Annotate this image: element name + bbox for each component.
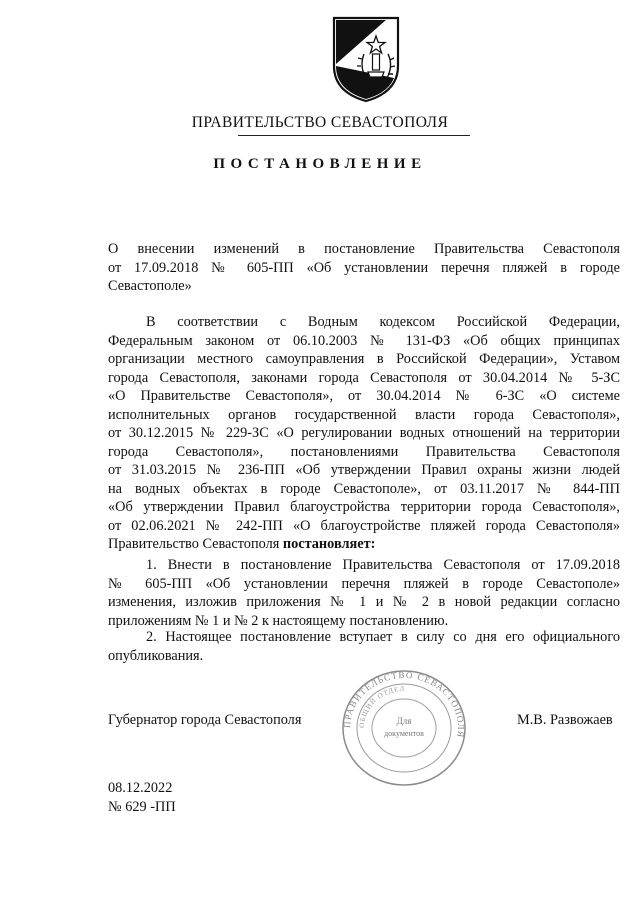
text-line: О внесении изменений в постановление Правительства Севастополя bbox=[108, 241, 620, 257]
document-date-number bbox=[108, 779, 176, 816]
document-type-heading: ПОСТАНОВЛЕНИЕ bbox=[213, 156, 427, 172]
document-date: 08.12.2022 bbox=[108, 780, 173, 796]
text-line: изменения, изложив приложения № 1 и № 2 в новой редакции согласно bbox=[108, 594, 620, 610]
stamp-center-line-2: документов bbox=[384, 729, 424, 738]
resolution-keyword: постановляет: bbox=[282, 536, 376, 552]
text-line: организации местного самоуправления в Российской Федерации», Уставом bbox=[108, 351, 620, 367]
document-subject bbox=[108, 240, 620, 296]
text-line: Федеральным законом от 06.10.2003 № 131-ФЗ «Об общих принципах bbox=[108, 332, 620, 349]
resolution-item-2 bbox=[108, 628, 620, 665]
text-line: исполнительных органов государственной власти города Севастополя», bbox=[108, 406, 620, 423]
resolution-clause-text: Правительство Севастополя bbox=[108, 536, 283, 552]
text-line: от 30.12.2015 № 229-ЗС «О регулировании водных отношений на территории bbox=[108, 425, 620, 441]
document-number: № 629 -ПП bbox=[108, 798, 176, 815]
text-line: 2. Настоящее постановление вступает в силу со дня его официального bbox=[146, 629, 620, 645]
text-line: № 605-ПП «Об установлении перечня пляжей в городе Севастополе» bbox=[108, 575, 620, 592]
signatory-name: М.В. Развожаев bbox=[517, 712, 613, 728]
title-underline bbox=[238, 135, 470, 136]
text-line: города Севастополя», постановлениями Правительства Севастополя bbox=[108, 443, 620, 460]
resolution-clause bbox=[108, 535, 620, 554]
text-line: «О Правительстве Севастополя», от 30.04.2014 № 6-ЗС «О системе bbox=[108, 388, 620, 404]
text-line: города Севастополя, законами города Севастополя от 30.04.2014 № 5-ЗС bbox=[108, 369, 620, 386]
text-line: 1. Внести в постановление Правительства Севастополя от 17.09.2018 bbox=[146, 557, 620, 573]
text-line: «Об утверждении Правил благоустройства территории города Севастополя», bbox=[108, 499, 620, 515]
sevastopol-coat-of-arms-icon bbox=[328, 14, 404, 104]
text-line: опубликования. bbox=[108, 647, 204, 664]
text-line: от 17.09.2018 № 605-ПП «Об установлении перечня пляжей в городе bbox=[108, 259, 620, 276]
text-line: от 02.06.2021 № 242-ПП «О благоустройстве пляжей города Севастополя» bbox=[108, 517, 620, 534]
text-line: от 31.03.2015 № 236-ПП «Об утверждении Правил охраны жизни людей bbox=[108, 462, 620, 478]
government-title: ПРАВИТЕЛЬСТВО СЕВАСТОПОЛЯ bbox=[191, 114, 449, 131]
official-stamp bbox=[340, 668, 468, 788]
signatory-position: Губернатор города Севастополя bbox=[108, 712, 302, 728]
text-line: Севастополе» bbox=[108, 278, 192, 294]
stamp-center-line-1: Для bbox=[396, 716, 412, 726]
text-line: В соответствии с Водным кодексом Российской Федерации, bbox=[146, 314, 620, 330]
resolution-item-1 bbox=[108, 556, 620, 630]
preamble-paragraph bbox=[108, 313, 620, 554]
text-line: приложениям № 1 и № 2 к настоящему постановлению. bbox=[108, 612, 449, 629]
text-line: на водных объектах в городе Севастополе», от 03.11.2017 № 844-ПП bbox=[108, 480, 620, 497]
stamp-outer-text: ПРАВИТЕЛЬСТВО СЕВАСТОПОЛЯ bbox=[341, 669, 467, 740]
stamp-inner-text: ОБЩИЙ ОТДЕЛ bbox=[357, 684, 406, 729]
